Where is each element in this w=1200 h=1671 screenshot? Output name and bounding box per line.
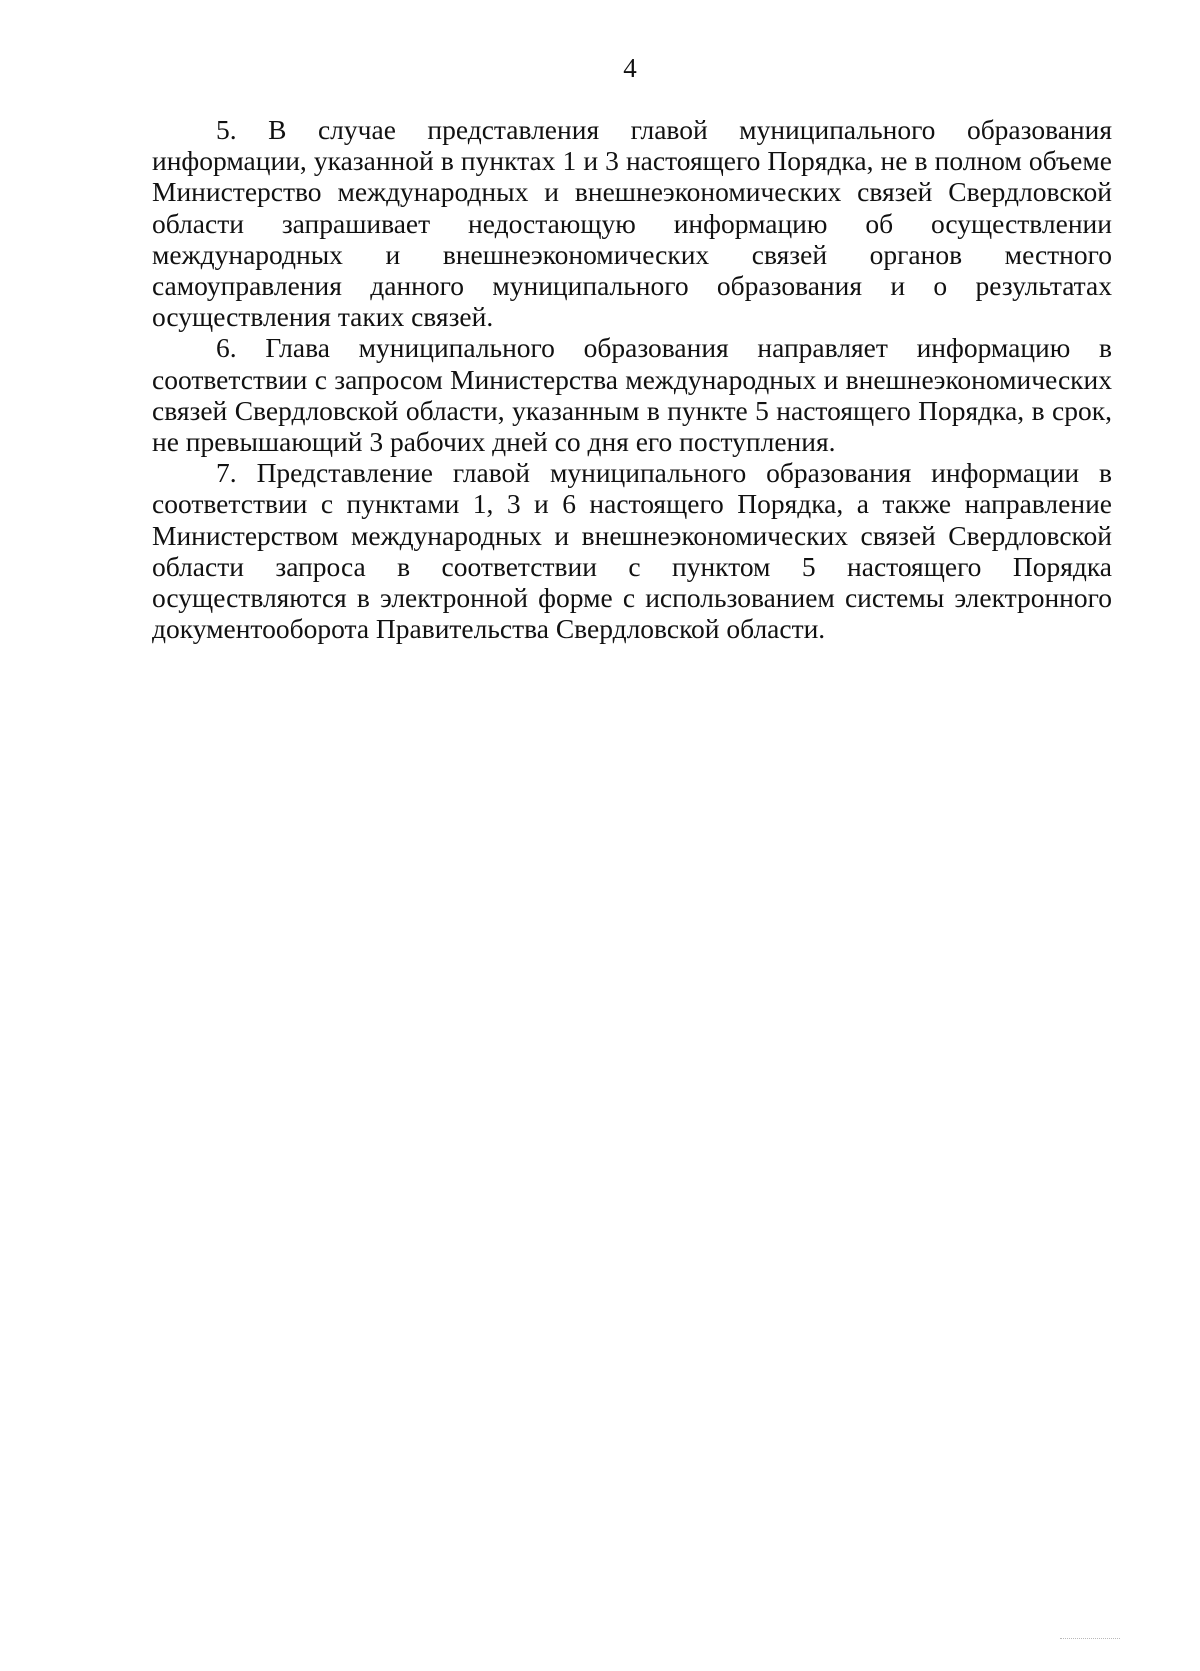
page-number: 4 [623, 53, 637, 83]
paragraph-6: 6. Глава муниципального образования направляет информацию в соответствии с запросом Министерства международных и внешнеэкономических связей Свердловской области, указанным в пункте 5 настоящего Порядка, в срок, не превышающий 3 рабочих дней со дня его поступления. [152, 332, 1112, 458]
paragraph-7: 7. Представление главой муниципального образования информации в соответствии с пунктами 1, 3 и 6 настоящего Порядка, а также направление Министерством международных и внешнеэкономических связей Свердловской области запроса в соответствии с пунктом 5 настоящего Порядка осуществляются в электронной форме с использованием системы электронного документооборота Правительства Свердловской области. [152, 457, 1112, 645]
document-body [152, 114, 1112, 644]
scan-artifact [1060, 1638, 1120, 1642]
paragraph-5: 5. В случае представления главой муниципального образования информации, указанной в пунктах 1 и 3 настоящего Порядка, не в полном объеме Министерство международных и внешнеэкономических связей Свердловской области запрашивает недостающую информацию об осуществлении международных и внешнеэкономических связей органов местного самоуправления данного муниципального образования и о результатах осуществления таких связей. [152, 114, 1112, 333]
